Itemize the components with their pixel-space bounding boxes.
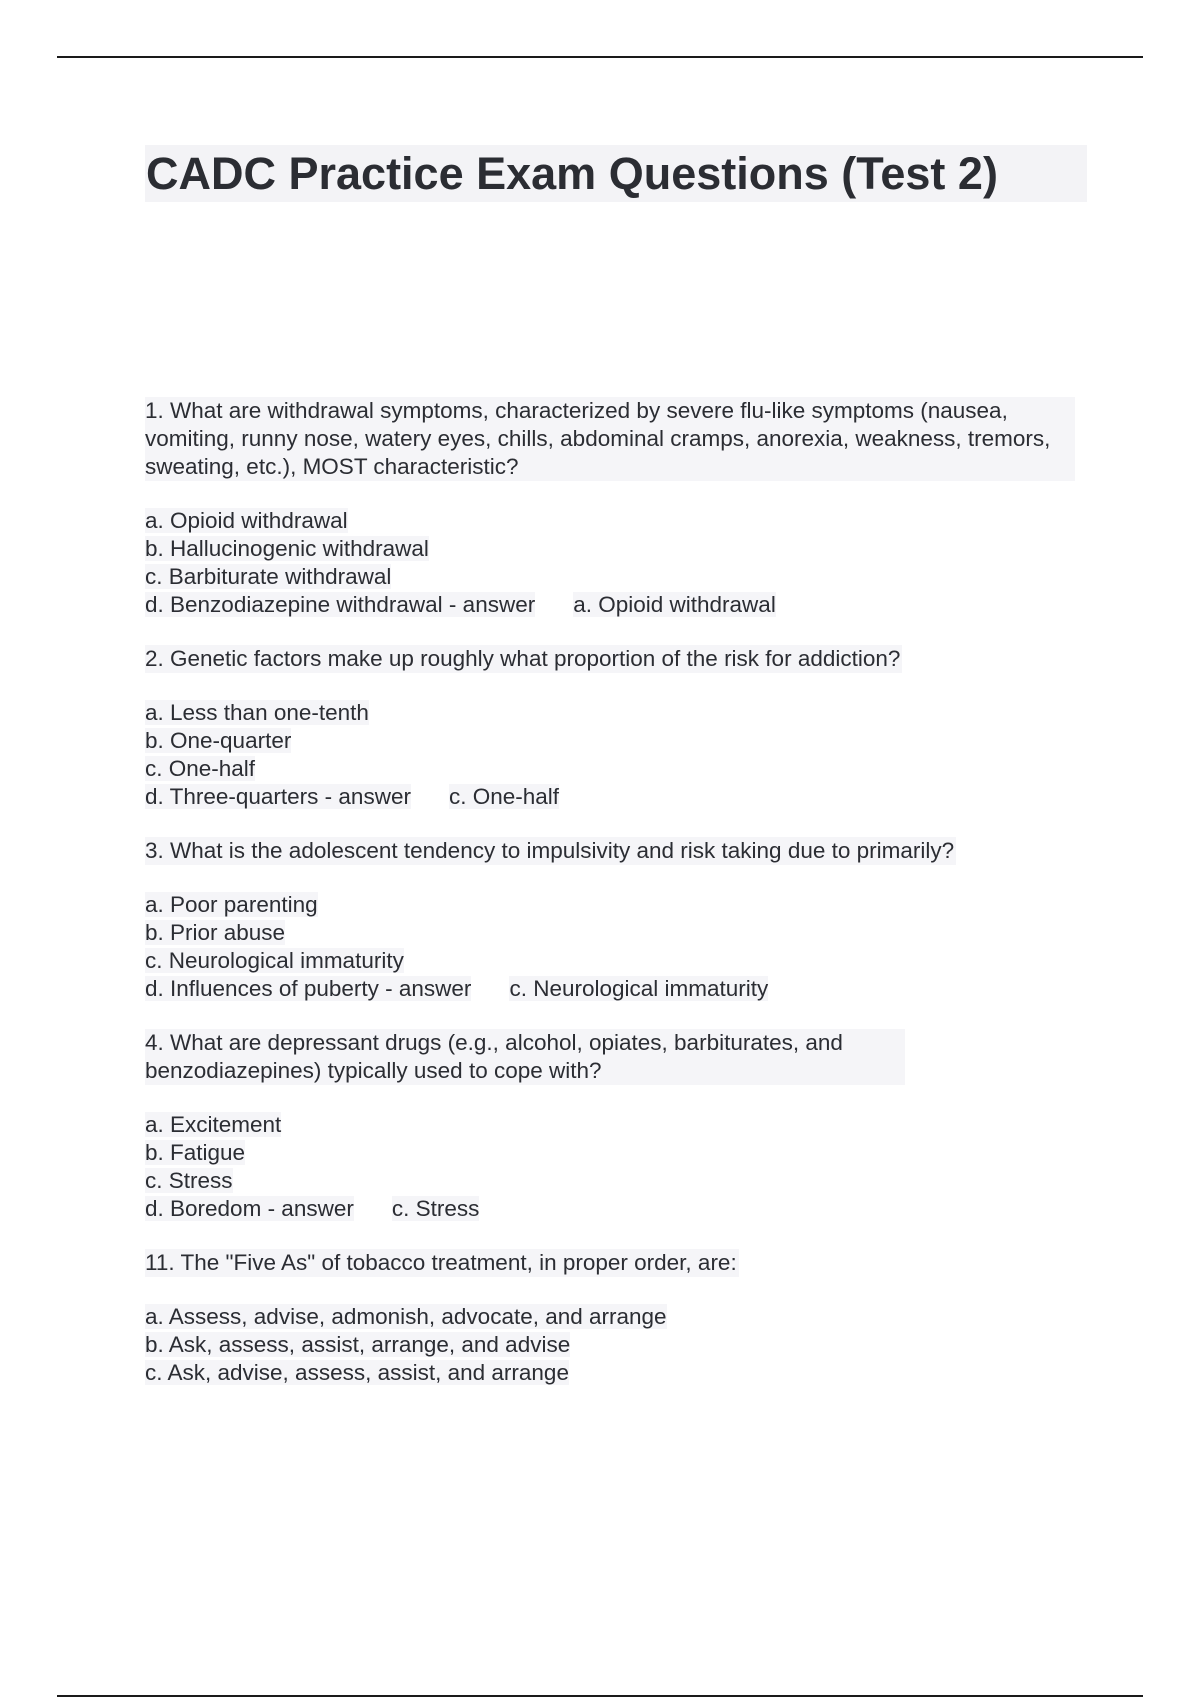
- question-text: 2. Genetic factors make up roughly what proportion of the risk for addiction?: [145, 646, 901, 671]
- answer-value: c. Stress: [391, 1196, 480, 1221]
- question-text: 11. The "Five As" of tobacco treatment, in proper order, are:: [145, 1250, 737, 1275]
- option-a: a. Excitement: [145, 1112, 282, 1137]
- option-c: c. Stress: [145, 1168, 233, 1193]
- option-d: d. Boredom - answer c. Stress: [145, 1196, 480, 1221]
- answer-value: c. Neurological immaturity: [509, 976, 769, 1001]
- option-c: c. Ask, advise, assess, assist, and arrange: [145, 1360, 569, 1385]
- question-text: 4. What are depressant drugs (e.g., alcohol, opiates, barbiturates, and benzodiazepines) typically used to cope with?: [145, 1029, 905, 1085]
- question-2: [145, 645, 1095, 673]
- option-c: c. Barbiturate withdrawal: [145, 564, 392, 589]
- options-11: [145, 1303, 1095, 1387]
- question-text: 1. What are withdrawal symptoms, characterized by severe flu-like symptoms (nausea, vomiting, runny nose, watery eyes, chills, abdominal cramps, anorexia, weakness, tremors, sweating, etc.), MOST characteristic?: [145, 397, 1075, 481]
- question-text: 3. What is the adolescent tendency to impulsivity and risk taking due to primarily?: [145, 838, 955, 863]
- option-d: d. Benzodiazepine withdrawal - answer a. Opioid withdrawal: [145, 592, 776, 617]
- answer-value: a. Opioid withdrawal: [573, 592, 776, 617]
- options-4: [145, 1111, 1095, 1223]
- options-2: [145, 699, 1095, 811]
- option-b: b. Ask, assess, assist, arrange, and advise: [145, 1332, 571, 1357]
- option-a: a. Less than one-tenth: [145, 700, 369, 725]
- page-title: CADC Practice Exam Questions (Test 2): [145, 145, 1087, 202]
- option-b: b. Prior abuse: [145, 920, 286, 945]
- option-a: a. Opioid withdrawal: [145, 508, 348, 533]
- option-b: b. Hallucinogenic withdrawal: [145, 536, 429, 561]
- question-4: [145, 1029, 905, 1085]
- option-b: b. Fatigue: [145, 1140, 246, 1165]
- answer-value: c. One-half: [448, 784, 560, 809]
- bottom-divider: [57, 1695, 1143, 1697]
- question-1: [145, 397, 1075, 481]
- question-3: [145, 837, 1095, 865]
- options-3: [145, 891, 1095, 1003]
- option-a: a. Assess, advise, admonish, advocate, and arrange: [145, 1304, 667, 1329]
- option-c: c. Neurological immaturity: [145, 948, 404, 973]
- option-c: c. One-half: [145, 756, 256, 781]
- option-d: d. Three-quarters - answer c. One-half: [145, 784, 560, 809]
- question-11: [145, 1249, 1095, 1277]
- option-b: b. One-quarter: [145, 728, 292, 753]
- option-a: a. Poor parenting: [145, 892, 318, 917]
- question-list: [145, 397, 1095, 1413]
- option-d: d. Influences of puberty - answer c. Neurological immaturity: [145, 976, 769, 1001]
- options-1: [145, 507, 1095, 619]
- top-divider: [57, 56, 1143, 58]
